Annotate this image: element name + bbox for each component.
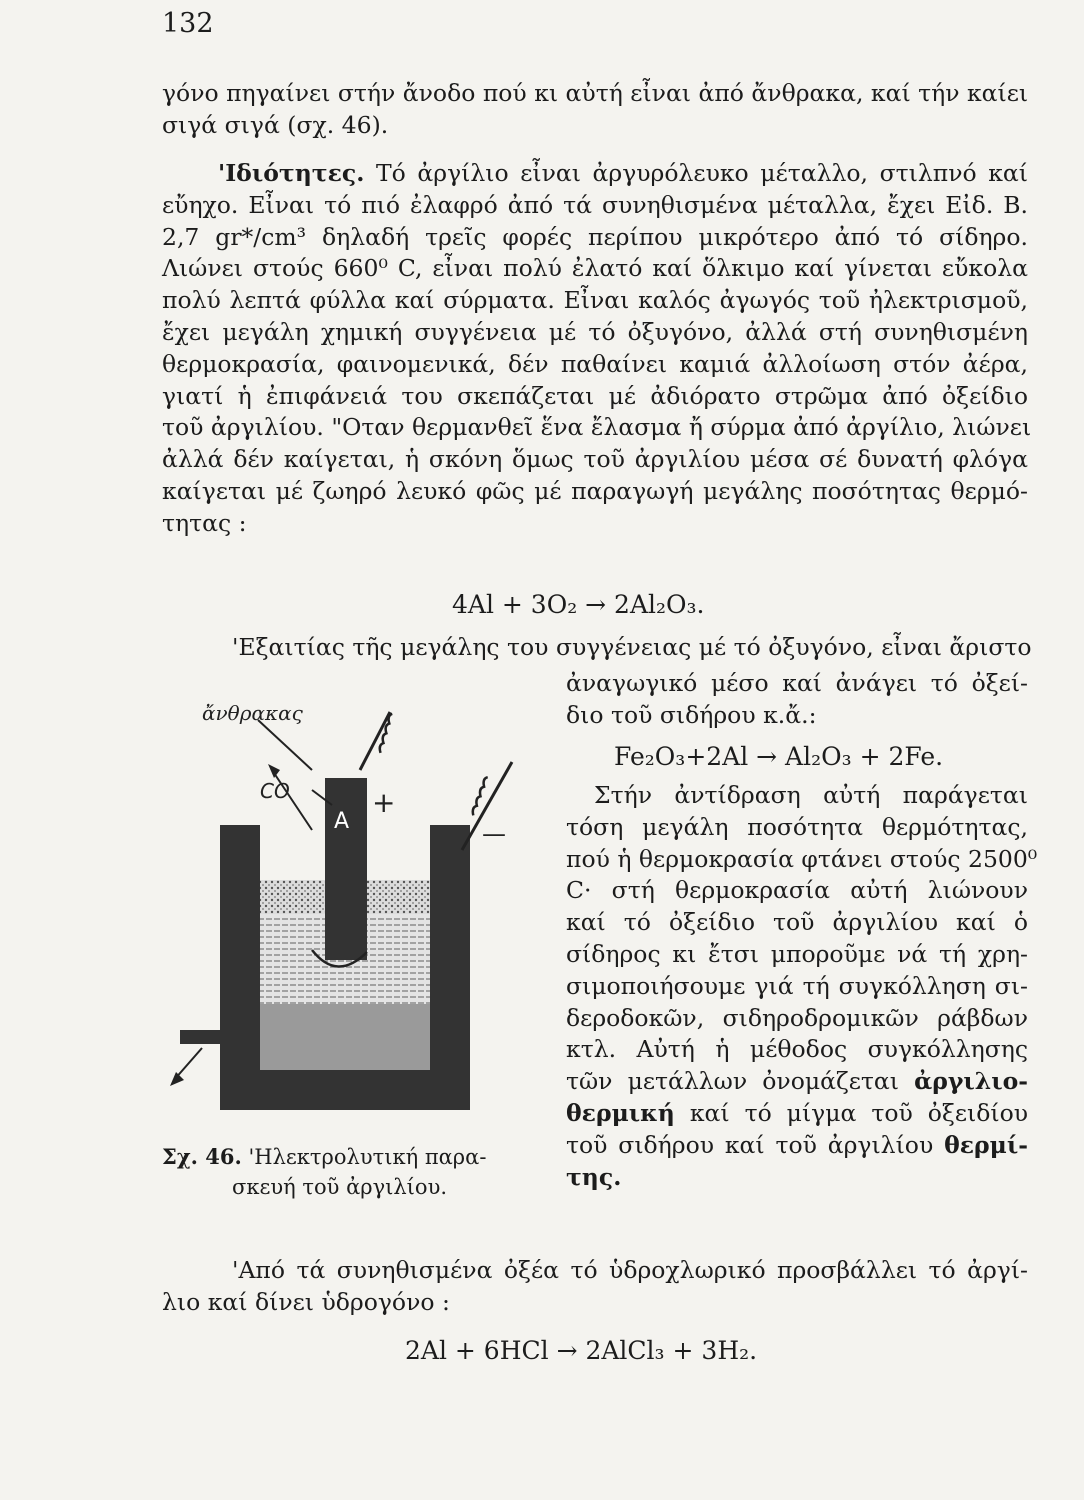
paragraph-electrolysis-end: [162, 78, 1028, 142]
text-line: τητας :: [162, 508, 247, 537]
text-line: πολύ λεπτά φύλλα καί σύρματα. Εἶναι καλός ἀγωγός τοῦ ἠλεκτρισμοῦ,: [162, 286, 1028, 315]
text-line: [162, 158, 1028, 190]
text-line: C· στή θερμοκρασία αὐτή λιώνουν: [566, 876, 1028, 905]
text-line: [566, 1130, 1028, 1162]
text-line: [566, 1066, 1028, 1098]
equation-aluminium-oxidation: 4Al + 3O₂ → 2Al₂O₃.: [452, 590, 705, 619]
text-line: σιγά σιγά (σχ. 46).: [162, 110, 389, 139]
caption-line: [162, 1142, 542, 1172]
caption-line: σκευή τοῦ ἀργιλίου.: [232, 1175, 448, 1199]
text-line: κτλ. Αὐτή ἡ μέθοδος συγκόλλησης: [566, 1035, 1028, 1064]
text-line: γιατί ἡ ἐπιφάνειά του σκεπάζεται μέ ἀδιόρατο στρῶμα ἀπό ὀξείδιο: [162, 381, 1028, 410]
equation-thermite: Fe₂O₃+2Al → Al₂O₃ + 2Fe.: [614, 742, 944, 771]
right-column-b: [566, 780, 1038, 1193]
figure-electrolysis-cell: [162, 700, 542, 1130]
text-segment: τῶν μετάλλων ὀνομάζεται: [566, 1067, 899, 1096]
term-aluminothermy: ἀργιλιο-: [914, 1067, 1028, 1096]
text-line: γόνο πηγαίνει στήν ἄνοδο πού κι αὐτή εἶναι ἀπό ἄνθρακα, καί τήν καίει: [162, 79, 1029, 107]
electrolysis-cell-diagram: [162, 700, 542, 1130]
label-anthrakas: ἄνθρακας: [202, 701, 303, 725]
term-thermite-cont: της.: [566, 1162, 622, 1191]
text-line: δεροδοκῶν, σιδηροδρομικῶν ράβδων: [566, 1003, 1028, 1032]
paragraph-hcl: [162, 1255, 1028, 1319]
section-heading-properties: 'Ιδιότητες.: [218, 159, 365, 187]
text-line: 'Εξαιτίας τῆς μεγάλης του συγγένειας μέ τό ὀξυγόνο, εἶναι ἄριστο: [232, 633, 1032, 661]
text-segment: καί τό μίγμα τοῦ ὀξειδίου: [674, 1098, 1028, 1127]
text-line: ἀλλά δέν καίγεται, ἡ σκόνη ὅμως τοῦ ἀργιλίου μέσα σέ δυνατή φλόγα: [162, 445, 1028, 474]
text-line: λιο καί δίνει ὑδρογόνο :: [162, 1287, 450, 1316]
text-line: 2,7 gr*/cm³ δηλαδή τρεῖς φορές περίπου μικρότερο ἀπό τό σίδηρο.: [162, 222, 1028, 251]
text-line: [566, 1098, 1028, 1130]
label-anode: A: [334, 809, 350, 834]
label-minus: —: [482, 820, 506, 848]
right-column-a: [566, 668, 1028, 732]
caption-text: 'Ηλεκτρολυτική παρα-: [241, 1145, 487, 1169]
text-line: θερμοκρασία, φαινομενικά, δέν παθαίνει καμιά ἀλλοίωση στόν ἀέρα,: [162, 349, 1028, 378]
equation-hcl-reaction: 2Al + 6HCl → 2AlCl₃ + 3H₂.: [405, 1336, 758, 1365]
text-line: πού ἡ θερμοκρασία φτάνει στούς 2500⁰: [566, 844, 1038, 873]
label-plus: +: [372, 786, 396, 819]
text-line: τοῦ ἀργιλίου. "Οταν θερμανθεῖ ἕνα ἔλασμα ἤ σύρμα ἀπό ἀργίλιο, λιώνει: [162, 413, 1032, 442]
page-number: 132: [162, 8, 214, 39]
term-thermite: θερμί-: [944, 1130, 1028, 1159]
text-line: καίγεται μέ ζωηρό λευκό φῶς μέ παραγωγή μεγάλης ποσότητας θερμό-: [162, 476, 1028, 505]
text-line: 'Από τά συνηθισμένα ὀξέα τό ὑδροχλωρικό προσβάλλει τό ἀργί-: [232, 1256, 1028, 1284]
text-line: σίδηρος κι ἔτσι μποροῦμε νά τή χρη-: [566, 939, 1028, 968]
paragraph-reducing-agent: [162, 632, 1032, 664]
label-co: CO: [260, 779, 290, 803]
paragraph-properties: [162, 158, 1032, 540]
text-line: καί τό ὀξείδιο τοῦ ἀργιλίου καί ὁ: [566, 908, 1028, 937]
caption-label: Σχ. 46.: [162, 1144, 242, 1169]
text-line: ἔχει μεγάλη χημική συγγένεια μέ τό ὀξυγόνο, ἀλλά στή συνηθισμένη: [162, 317, 1028, 346]
text-segment: Τό ἀργίλιο εἶναι ἀργυρόλευκο μέταλλο, στιλπνό καί: [364, 159, 1028, 187]
text-line: εὔηχο. Εἶναι τό πιό ἐλαφρό ἀπό τά συνηθισμένα μέταλλα, ἔχει Εἰδ. Β.: [162, 190, 1028, 219]
text-line: ἀναγωγικό μέσο καί ἀνάγει τό ὀξεί-: [566, 669, 1028, 697]
text-line: Στήν ἀντίδραση αὐτή παράγεται: [594, 781, 1028, 809]
text-line: σιμοποιήσουμε γιά τή συγκόλληση σι-: [566, 971, 1028, 1000]
text-segment: τοῦ σιδήρου καί τοῦ ἀργιλίου: [566, 1130, 945, 1159]
text-line: Λιώνει στούς 660⁰ C, εἶναι πολύ ἐλατό καί ὅλκιμο καί γίνεται εὔκολα: [162, 254, 1028, 283]
term-aluminothermy-cont: θερμική: [566, 1098, 675, 1127]
text-line: τόση μεγάλη ποσότητα θερμότητας,: [566, 812, 1028, 841]
figure-caption: [162, 1142, 542, 1202]
text-line: διο τοῦ σιδήρου κ.ἄ.:: [566, 700, 817, 729]
